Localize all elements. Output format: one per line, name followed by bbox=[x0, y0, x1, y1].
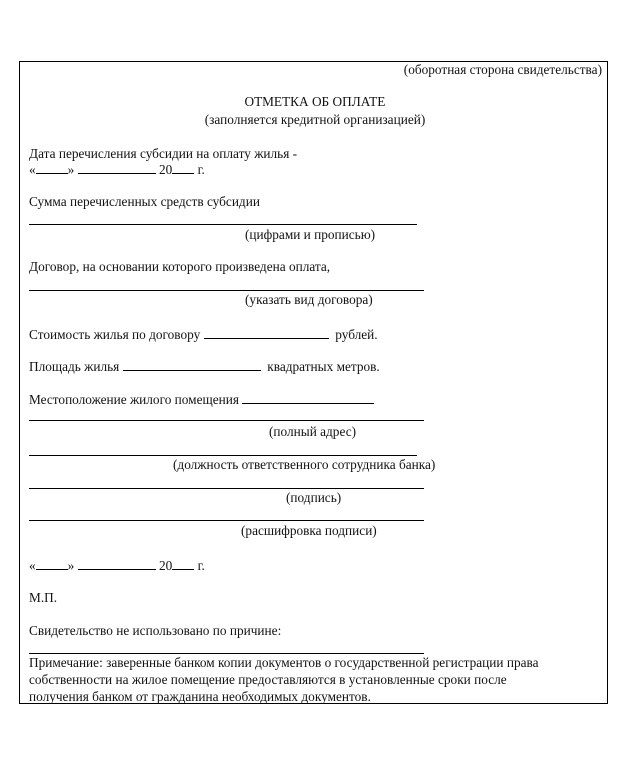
transfer-date-label: Дата перечисления субсидии на оплату жилья - bbox=[29, 146, 298, 161]
area-row bbox=[29, 358, 380, 375]
open-quote: « bbox=[29, 162, 36, 177]
year-prefix: 20 bbox=[158, 162, 173, 177]
close-quote: » bbox=[67, 558, 75, 573]
year-prefix: 20 bbox=[158, 558, 173, 573]
location-blank[interactable] bbox=[242, 391, 374, 404]
contract-line[interactable] bbox=[29, 290, 424, 291]
transfer-date-field[interactable] bbox=[29, 161, 205, 178]
note-line-1: Примечание: заверенные банком копии документов о государственной регистрации права bbox=[29, 655, 539, 670]
signature-decode-hint: (расшифровка подписи) bbox=[241, 523, 377, 538]
contract-label: Договор, на основании которого произведена оплата, bbox=[29, 259, 331, 274]
stamp-label: М.П. bbox=[29, 590, 58, 605]
location-label: Местоположение жилого помещения bbox=[29, 392, 239, 407]
subsidy-amount-label: Сумма перечисленных средств субсидии bbox=[29, 194, 260, 209]
note-line-3: получения банком от гражданина необходимых документов. bbox=[29, 689, 371, 704]
close-quote: » bbox=[67, 162, 75, 177]
location-row bbox=[29, 391, 374, 408]
position-hint: (должность ответственного сотрудника банка) bbox=[173, 457, 436, 472]
subsidy-amount-hint: (цифрами и прописью) bbox=[245, 227, 376, 242]
open-quote: « bbox=[29, 558, 36, 573]
sign-date-field[interactable] bbox=[29, 557, 205, 574]
reverse-side-note: (оборотная сторона свидетельства) bbox=[403, 62, 602, 77]
price-row bbox=[29, 326, 378, 343]
area-blank[interactable] bbox=[123, 358, 261, 371]
day-blank[interactable] bbox=[36, 161, 68, 174]
location-hint: (полный адрес) bbox=[269, 424, 357, 439]
day-blank[interactable] bbox=[36, 557, 68, 570]
position-line[interactable] bbox=[29, 455, 417, 456]
month-blank[interactable] bbox=[78, 161, 156, 174]
signature-line[interactable] bbox=[29, 488, 424, 489]
year-blank[interactable] bbox=[172, 161, 194, 174]
note-line-2: собственности на жилое помещение предоставляются в установленные сроки после bbox=[29, 672, 507, 687]
year-suffix: г. bbox=[197, 162, 205, 177]
unused-reason-label: Свидетельство не использовано по причине: bbox=[29, 623, 282, 638]
subsidy-amount-line[interactable] bbox=[29, 224, 417, 225]
area-unit: квадратных метров. bbox=[267, 359, 380, 374]
document-subtitle: (заполняется кредитной организацией) bbox=[204, 112, 426, 127]
year-suffix: г. bbox=[197, 558, 205, 573]
document-title: ОТМЕТКА ОБ ОПЛАТЕ bbox=[244, 94, 386, 109]
signature-decode-line[interactable] bbox=[29, 520, 424, 521]
area-label: Площадь жилья bbox=[29, 359, 120, 374]
month-blank[interactable] bbox=[78, 557, 156, 570]
price-label: Стоимость жилья по договору bbox=[29, 327, 201, 342]
contract-hint: (указать вид договора) bbox=[245, 292, 373, 307]
price-unit: рублей. bbox=[335, 327, 378, 342]
price-blank[interactable] bbox=[204, 326, 329, 339]
signature-hint: (подпись) bbox=[286, 490, 342, 505]
year-blank[interactable] bbox=[172, 557, 194, 570]
address-line[interactable] bbox=[29, 420, 424, 421]
unused-reason-line[interactable] bbox=[29, 653, 424, 654]
